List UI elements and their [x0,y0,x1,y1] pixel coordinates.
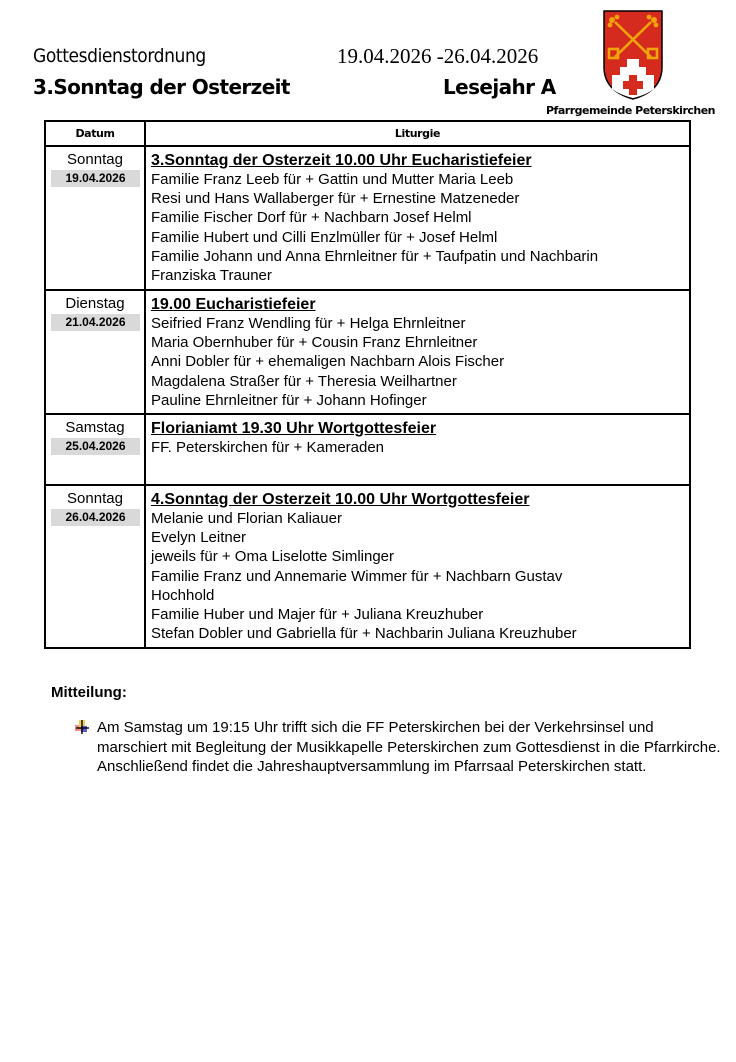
intention-line: Pauline Ehrnleitner für + Johann Hofinger [151,391,427,409]
date-badge: 21.04.2026 [51,314,140,331]
date-cell [45,414,145,485]
date-badge: 26.04.2026 [51,509,140,526]
intention-line: Hochhold [151,586,215,604]
liturgy-cell [145,485,690,648]
intention-line: Maria Obernhuber für + Cousin Franz Ehrnleitner [151,334,478,352]
intention-line: jeweils für + Oma Liselotte Simlinger [151,548,395,566]
intention-line: Evelyn Leitner [151,529,247,547]
occasion-title: 3.Sonntag der Osterzeit [33,75,290,99]
intention-line: Anni Dobler für + ehemaligen Nachbarn Alois Fischer [151,353,505,371]
date-badge: 25.04.2026 [51,438,140,455]
intention-line: Familie Huber und Majer für + Juliana Kreuzhuber [151,606,484,624]
liturgy-cell [145,290,690,414]
intention-line: FF. Peterskirchen für + Kameraden [151,439,385,456]
service-schedule-table [44,120,691,649]
weekday: Sonntag [67,490,123,507]
bullet-icon [74,720,90,734]
liturgy-title: 3.Sonntag der Osterzeit 10.00 Uhr Eucharistiefeier [151,152,532,169]
table-row [45,485,690,648]
parish-name: Pfarrgemeinde Peterskirchen [546,104,716,117]
notice-text: Am Samstag um 19:15 Uhr trifft sich die FF Peterskirchen bei der Verkehrsinsel und marschiert mit Begleitung der Musikkapelle Peterskirchen zum Gottesdienst in die Pfarrkirche. Anschließend findet die Jahreshauptversammlung im Pfarrsaal Peterskirchen statt. [97,719,721,776]
intention-line: Melanie und Florian Kaliauer [151,510,342,527]
notice-heading: Mitteilung: [51,684,127,701]
intention-line: Familie Hubert und Cilli Enzlmüller für + Josef Helml [151,228,498,246]
intention-line: Familie Franz Leeb für + Gattin und Mutter Maria Leeb [151,171,514,188]
intention-line: Franziska Trauner [151,267,272,285]
column-header-datum: Datum [45,121,145,146]
liturgy-title: 19.00 Eucharistiefeier [151,296,316,313]
intention-line: Familie Johann und Anna Ehrnleitner für + Taufpatin und Nachbarin [151,247,599,265]
document-title: Gottesdienstordnung [33,45,206,67]
coat-of-arms-icon [602,9,664,101]
table-row [45,414,690,485]
weekday: Samstag [65,419,125,436]
liturgy-title: Florianiamt 19.30 Uhr Wortgottesfeier [151,420,437,437]
date-badge: 19.04.2026 [51,170,140,187]
intention-line: Resi und Hans Wallaberger für + Ernestine Matzeneder [151,190,520,208]
date-cell [45,485,145,648]
date-range: 19.04.2026 -26.04.2026 [337,44,539,68]
liturgy-cell [145,414,690,485]
intention-line: Stefan Dobler und Gabriella für + Nachbarin Juliana Kreuzhuber [151,625,577,643]
intention-line: Familie Franz und Annemarie Wimmer für + Nachbarn Gustav [151,567,563,585]
weekday: Sonntag [67,151,123,168]
liturgy-cell [145,146,690,290]
date-cell [45,146,145,290]
intention-line: Magdalena Straßer für + Theresia Weilhartner [151,372,457,390]
table-row [45,146,690,290]
table-header-row [45,121,690,146]
reading-year: Lesejahr A [443,75,556,99]
intention-line: Seifried Franz Wendling für + Helga Ehrnleitner [151,315,466,332]
weekday: Dienstag [65,295,125,312]
intention-line: Familie Fischer Dorf für + Nachbarn Josef Helml [151,209,472,227]
column-header-liturgie: Liturgie [145,121,690,146]
date-cell [45,290,145,414]
table-row [45,290,690,414]
liturgy-title: 4.Sonntag der Osterzeit 10.00 Uhr Wortgottesfeier [151,491,530,508]
